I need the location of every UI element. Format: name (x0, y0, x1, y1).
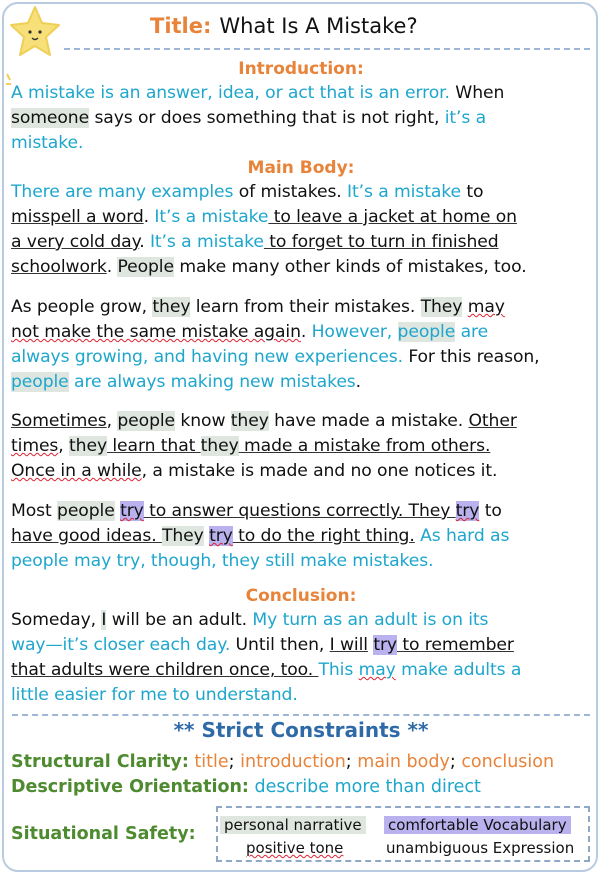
p4-underline: to answer questions correctly. They (143, 501, 456, 521)
p3-text: know (175, 411, 231, 431)
top-divider (64, 48, 590, 50)
p1-text: . (143, 207, 155, 227)
p4-blue: As hard as (414, 526, 510, 546)
p1-text: of mistakes. (233, 182, 348, 202)
p5-blue: little easier for me to understand. (11, 685, 298, 705)
page-title (150, 14, 570, 44)
p3-underline: made a mistake from others. (238, 436, 491, 456)
p2-wavy: may (467, 297, 505, 317)
highlight-i: I (101, 610, 107, 630)
separator: ; (228, 752, 241, 772)
highlight-people: People (117, 257, 174, 277)
p1-text: . (106, 257, 118, 277)
highlight-people: people (11, 372, 69, 392)
p5-underline: that adults were children once, too. (11, 660, 319, 680)
p5-underline: to remember (397, 635, 514, 655)
introduction-heading: Introduction: (238, 59, 364, 79)
p2-blue: always growing, and having new experiences. (11, 347, 403, 367)
separator: ; (449, 752, 462, 772)
highlight-they: they (230, 411, 269, 431)
p5-wavy: may (358, 660, 396, 680)
p1-underline: schoolwork (11, 257, 107, 277)
highlight-they: they (69, 436, 108, 456)
p4-text: to (479, 501, 502, 521)
highlight-people: people (397, 322, 456, 342)
main-body-paragraph-1 (11, 180, 593, 280)
constraints-title: ** Strict Constraints ** (173, 718, 429, 742)
conclusion-heading: Conclusion: (245, 586, 357, 606)
highlight-they: they (152, 297, 191, 317)
intro-sentence-1: A mistake is an answer, idea, or act that is an error. (11, 83, 450, 103)
highlight-they: They (420, 297, 463, 317)
p2-text: . (300, 322, 312, 342)
p1-underline: to forget to turn in finished (263, 232, 499, 252)
p4-blue: people may try, though, they still make mistakes. (11, 551, 434, 571)
highlight-people: people (117, 411, 176, 431)
title-value: What Is A Mistake? (219, 14, 418, 38)
p3-text: have made a mistake. (268, 411, 469, 431)
tag-unambiguous-expression: unambiguous Expression (386, 839, 575, 857)
constraints-divider (12, 714, 590, 716)
main-body-heading: Main Body: (247, 158, 355, 178)
tag-comfortable-vocabulary: comfortable Vocabulary (384, 816, 571, 834)
separator: ; (345, 752, 358, 772)
p3-text: , (58, 436, 70, 456)
tag-positive-tone: positive tone (246, 839, 344, 857)
title-key: Title: (150, 14, 212, 38)
p5-blue: This (318, 660, 359, 680)
p2-text: As people grow, (11, 297, 153, 317)
p2-blue: However, (311, 322, 398, 342)
p1-underline: to leave a jacket at home on (268, 207, 517, 227)
highlight-someone: someone (11, 108, 90, 128)
p2-text: learn from their mistakes. (190, 297, 421, 317)
intro-text: When (449, 83, 505, 103)
conclusion-paragraph (11, 608, 593, 708)
p5-underline: I will (329, 635, 368, 655)
structural-clarity-row (11, 752, 554, 772)
structural-item: introduction (240, 752, 346, 772)
p3-underline: learn that (107, 436, 201, 456)
highlight-they: they (200, 436, 239, 456)
p5-text: Someday, (11, 610, 102, 630)
highlight-try: try (120, 501, 144, 521)
structural-item: main body (357, 752, 450, 772)
structural-label: Structural Clarity: (11, 752, 189, 772)
p3-wavy: times (11, 436, 59, 456)
situational-safety-row (11, 824, 196, 844)
highlight-try: try (455, 501, 480, 521)
p3-underline: Sometimes (11, 411, 107, 431)
highlight-they: They (161, 526, 204, 546)
main-body-paragraph-3 (11, 409, 593, 484)
p5-blue: way—it’s closer each day. (11, 635, 231, 655)
intro-blue-text: mistake. (11, 133, 84, 153)
p2-text: For this reason, (402, 347, 540, 367)
descriptive-orientation-row (11, 777, 481, 797)
p4-underline: to do the right thing. (232, 526, 415, 546)
tag-personal-narrative: personal narrative (220, 816, 366, 834)
descriptive-value: describe more than direct (254, 777, 481, 797)
p1-underline: a very cold day (11, 232, 140, 252)
p5-blue: make adults a (395, 660, 522, 680)
p2-text: . (355, 372, 362, 392)
p1-underline: misspell a word (11, 207, 144, 227)
main-body-paragraph-4 (11, 499, 593, 574)
main-body-paragraph-2 (11, 295, 593, 395)
p3-text: , a mistake is made and no one notices it. (141, 461, 498, 481)
p1-blue: There are many examples (11, 182, 234, 202)
star-face-icon (8, 4, 62, 60)
introduction-paragraph (11, 81, 593, 156)
p2-blue: are (455, 322, 489, 342)
p5-blue: My turn as an adult is on its (252, 610, 489, 630)
p1-blue: It’s a mistake (347, 182, 461, 202)
p3-underline: Other (468, 411, 517, 431)
descriptive-label: Descriptive Orientation: (11, 777, 249, 797)
highlight-people: people (57, 501, 115, 521)
p1-text: to (460, 182, 484, 202)
p4-underline: have good ideas. (11, 526, 162, 546)
p2-blue: are always making new mistakes (68, 372, 356, 392)
intro-blue-text: it’s a (444, 108, 487, 128)
p1-blue: It’s a mistake (154, 207, 269, 227)
p3-text: , (106, 411, 118, 431)
p3-wavy: Once in a while (11, 461, 142, 481)
p5-text: will be an adult. (106, 610, 253, 630)
p5-text: Until then, (230, 635, 330, 655)
highlight-try: try (373, 635, 397, 655)
p1-text: . (139, 232, 150, 252)
highlight-try: try (209, 526, 233, 546)
safety-label: Situational Safety: (11, 824, 196, 844)
p2-wavy: not make the same mistake again (11, 322, 301, 342)
p1-blue: It’s a mistake (149, 232, 264, 252)
p4-text: Most (11, 501, 58, 521)
structural-item: title (194, 752, 229, 772)
safety-tags-box (216, 806, 590, 862)
p1-text: make many other kinds of mistakes, too. (173, 257, 527, 277)
structural-item: conclusion (461, 752, 555, 772)
intro-text: says or does something that is not right, (89, 108, 445, 128)
